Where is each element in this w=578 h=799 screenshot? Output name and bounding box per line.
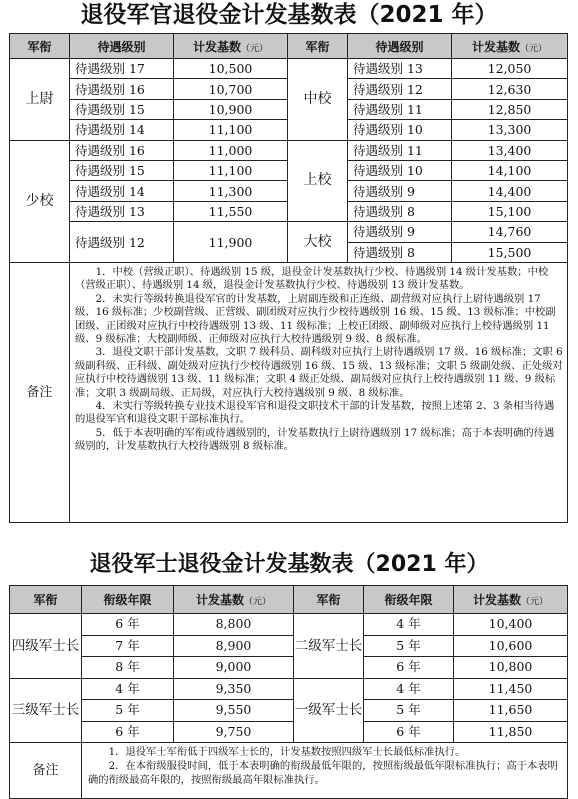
level-cell: 待遇级别 9 (348, 222, 452, 242)
amount-cell: 13,400 (452, 140, 568, 160)
table-header-row (10, 586, 568, 614)
rank-cell: 上校 (288, 140, 348, 222)
table-row (10, 59, 568, 79)
table-row (10, 140, 568, 160)
level-cell: 待遇级别 14 (70, 181, 174, 201)
rank-cell: 三级军士长 (10, 678, 82, 743)
level-cell: 待遇级别 16 (70, 140, 174, 160)
years-cell: 5 年 (82, 700, 174, 722)
header-years: 衔级年限 (82, 586, 174, 614)
note-item: 2．未实行等级转换退役军官的计发基数，上尉副连级和正连级、副营级对应执行上尉待遇级别 17 级、16 级标准；少校副营级、正营级、副团级对应执行少校待遇级别 16 级、15 级、13 级标准；中校副团级、正团级对应执行中校待遇级别 13 级、11 级标准；上校正团级、副师级对应执行上校待遇级别 11 级、9 级标准；大校副师级、正师级对应执行大校待遇级别 9 级、8 级标准。 (75, 292, 556, 345)
soldier-table-title: 退役军士退役金计发基数表（2021 年） (89, 552, 489, 577)
amount-cell: 11,450 (454, 678, 568, 700)
amount-cell: 11,850 (454, 721, 568, 743)
header-rank: 军衔 (294, 586, 364, 614)
note-item: 1．退役军士军衔低于四级军士长的，计发基数按照四级军士长最低标准执行。 (108, 746, 466, 758)
amount-cell: 10,900 (174, 99, 288, 119)
amount-cell: 10,700 (174, 79, 288, 99)
rank-cell: 一级军士长 (294, 678, 364, 743)
level-cell: 待遇级别 10 (348, 160, 452, 180)
amount-cell: 9,350 (174, 678, 294, 700)
header-rank: 军衔 (10, 34, 70, 59)
amount-cell: 9,750 (174, 721, 294, 743)
level-cell: 待遇级别 17 (70, 59, 174, 79)
amount-cell: 12,630 (452, 79, 568, 99)
level-cell: 待遇级别 12 (70, 222, 174, 263)
amount-cell: 15,100 (452, 201, 568, 221)
years-cell: 6 年 (82, 721, 174, 743)
header-rank: 军衔 (10, 586, 82, 614)
table-header-row (10, 34, 568, 59)
years-cell: 6 年 (82, 614, 174, 636)
amount-cell: 11,900 (174, 222, 288, 263)
level-cell: 待遇级别 13 (70, 201, 174, 221)
years-cell: 7 年 (82, 635, 174, 657)
rank-cell: 少校 (10, 140, 70, 262)
table-row (10, 614, 568, 636)
amount-cell: 10,600 (454, 635, 568, 657)
rank-cell: 四级军士长 (10, 614, 82, 679)
header-level: 待遇级别 (70, 34, 174, 59)
level-cell: 待遇级别 14 (70, 120, 174, 140)
amount-cell: 15,500 (452, 242, 568, 262)
note-item: 4．未实行等级转换专业技术退役军官和退役文职技术干部的计发基数，按照上述第 2、3 条相当待遇的退役军官和退役文职干部标准执行。 (75, 399, 555, 426)
header-rank: 军衔 (288, 34, 348, 59)
rank-cell: 上尉 (10, 59, 70, 141)
amount-cell: 10,400 (454, 614, 568, 636)
level-cell: 待遇级别 9 (348, 181, 452, 201)
amount-cell: 11,300 (174, 181, 288, 201)
notes-row (10, 262, 568, 522)
rank-cell: 二级军士长 (294, 614, 364, 679)
level-cell: 待遇级别 13 (348, 59, 452, 79)
amount-cell: 11,100 (174, 120, 288, 140)
amount-cell: 14,400 (452, 181, 568, 201)
years-cell: 8 年 (82, 657, 174, 679)
years-cell: 5 年 (364, 635, 454, 657)
table-row (10, 678, 568, 700)
note-item: 1．中校（营级正职）、待遇级别 15 级，退役金计发基数执行少校、待遇级别 14 级计发基数；中校（营级正职）、待遇级别 14 级，退役金计发基数执行少校、待遇级别 13 级计发基数。 (75, 265, 549, 292)
years-cell: 4 年 (364, 678, 454, 700)
officer-pension-table (9, 33, 568, 523)
note-item: 3．退役文职干部计发基数，文职 7 级科员、副科级对应执行上尉待遇级别 17 级、16 级标准；文职 6 级副科级、正科级、副处级对应执行少校待遇级别 16 级、15 级、13 级标准；文职 5 级副处级、正处级对应执行中校待遇级别 13 级、11 级标准；文职 4 级正处级、副局级对应执行上校待遇级别 11 级、9 级标准；文职 3 级副局级、正局级，对应执行大校待遇级别 9 级、8 级标准。 (75, 346, 563, 399)
rank-cell: 大校 (288, 222, 348, 263)
amount-cell: 11,650 (454, 700, 568, 722)
table-row (10, 635, 568, 657)
table-row (10, 721, 568, 743)
amount-cell: 10,500 (174, 59, 288, 79)
level-cell: 待遇级别 16 (70, 79, 174, 99)
amount-cell: 14,100 (452, 160, 568, 180)
rank-cell: 中校 (288, 59, 348, 141)
notes-cell (82, 743, 568, 799)
amount-cell: 10,800 (454, 657, 568, 679)
years-cell: 6 年 (364, 657, 454, 679)
amount-cell: 14,760 (452, 222, 568, 242)
table-row (10, 700, 568, 722)
amount-cell: 8,800 (174, 614, 294, 636)
soldier-pension-table (9, 585, 568, 799)
note-item: 5．低于本表明确的军衔或待遇级别的，计发基数执行上尉待遇级别 17 级标准；高于本表明确的待遇级别的，计发基数执行大校待遇级别 8 级标准。 (75, 426, 555, 453)
header-amount: 计发基数（元） (174, 586, 294, 614)
table-row (10, 222, 568, 242)
notes-label: 备注 (10, 743, 82, 799)
header-level: 待遇级别 (348, 34, 452, 59)
header-amount: 计发基数（元） (452, 34, 568, 59)
level-cell: 待遇级别 11 (348, 99, 452, 119)
notes-row (10, 743, 568, 799)
level-cell: 待遇级别 15 (70, 160, 174, 180)
level-cell: 待遇级别 8 (348, 242, 452, 262)
note-item: 2．在本衔级服役时间，低于本表明确的衔级最低年限的，按照衔级最低年限标准执行；高于本表明确的衔级最高年限的，按照衔级最高年限标准执行。 (88, 759, 558, 786)
level-cell: 待遇级别 11 (348, 140, 452, 160)
amount-cell: 11,000 (174, 140, 288, 160)
level-cell: 待遇级别 10 (348, 120, 452, 140)
amount-cell: 9,000 (174, 657, 294, 679)
amount-cell: 11,550 (174, 201, 288, 221)
years-cell: 4 年 (364, 614, 454, 636)
officer-table-title: 退役军官退役金计发基数表（2021 年） (80, 2, 498, 28)
notes-cell (70, 262, 568, 522)
level-cell: 待遇级别 15 (70, 99, 174, 119)
level-cell: 待遇级别 12 (348, 79, 452, 99)
amount-cell: 9,550 (174, 700, 294, 722)
years-cell: 5 年 (364, 700, 454, 722)
amount-cell: 12,850 (452, 99, 568, 119)
header-amount: 计发基数（元） (174, 34, 288, 59)
years-cell: 4 年 (82, 678, 174, 700)
notes-label: 备注 (10, 262, 70, 522)
header-amount: 计发基数（元） (454, 586, 568, 614)
table-row (10, 657, 568, 679)
amount-cell: 8,900 (174, 635, 294, 657)
level-cell: 待遇级别 8 (348, 201, 452, 221)
header-years: 衔级年限 (364, 586, 454, 614)
amount-cell: 12,050 (452, 59, 568, 79)
years-cell: 6 年 (364, 721, 454, 743)
amount-cell: 13,300 (452, 120, 568, 140)
amount-cell: 11,100 (174, 160, 288, 180)
